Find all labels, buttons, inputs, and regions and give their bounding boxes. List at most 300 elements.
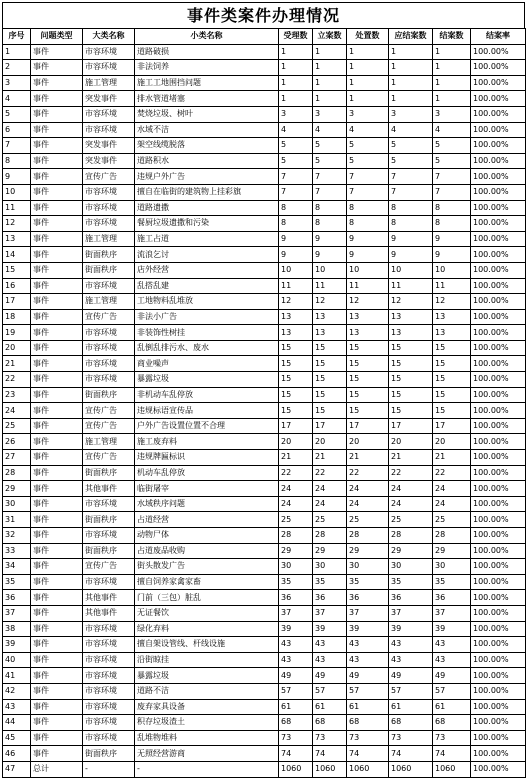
cell-issue-type: 事件: [31, 278, 83, 294]
cell-index: 12: [3, 216, 31, 232]
cell-issue-type: 事件: [31, 605, 83, 621]
cell-handled: 61: [347, 699, 389, 715]
cell-filed: 11: [313, 278, 347, 294]
cell-issue-type: 事件: [31, 450, 83, 466]
cell-accepted: 9: [279, 231, 313, 247]
cell-index: 44: [3, 715, 31, 731]
cell-major-category: 市容环境: [83, 574, 135, 590]
cell-accepted: 1: [279, 60, 313, 76]
cell-closed: 30: [433, 559, 471, 575]
cell-closed: 1: [433, 60, 471, 76]
cell-close-rate: 100.00%: [471, 106, 526, 122]
cell-index: 46: [3, 746, 31, 762]
cell-accepted: 36: [279, 590, 313, 606]
cell-due-closed: 24: [389, 481, 433, 497]
cell-issue-type: 事件: [31, 418, 83, 434]
cell-close-rate: 100.00%: [471, 512, 526, 528]
cell-minor-category: 无证餐饮: [135, 605, 279, 621]
cell-major-category: 市容环境: [83, 699, 135, 715]
cell-handled: 15: [347, 387, 389, 403]
table-row: [3, 637, 526, 653]
cell-major-category: 街面秩序: [83, 465, 135, 481]
cell-filed: 15: [313, 340, 347, 356]
cell-closed: 28: [433, 528, 471, 544]
cell-close-rate: 100.00%: [471, 60, 526, 76]
cell-filed: 73: [313, 730, 347, 746]
table-row: [3, 496, 526, 512]
table-row: [3, 278, 526, 294]
cell-issue-type: 事件: [31, 91, 83, 107]
cell-index: 18: [3, 309, 31, 325]
cell-closed: 74: [433, 746, 471, 762]
cell-issue-type: 事件: [31, 528, 83, 544]
cell-handled: 1: [347, 44, 389, 60]
cell-close-rate: 100.00%: [471, 465, 526, 481]
cell-minor-category: 非装饰性树挂: [135, 325, 279, 341]
cell-due-closed: 39: [389, 621, 433, 637]
cell-due-closed: 17: [389, 418, 433, 434]
cell-closed: 43: [433, 637, 471, 653]
cell-minor-category: 道路积水: [135, 153, 279, 169]
table-row: [3, 60, 526, 76]
cell-index: 28: [3, 465, 31, 481]
cell-minor-category: 道路破损: [135, 44, 279, 60]
table-row: [3, 605, 526, 621]
cell-issue-type: 事件: [31, 372, 83, 388]
cell-close-rate: 100.00%: [471, 730, 526, 746]
case-table: [2, 28, 526, 778]
cell-accepted: 15: [279, 372, 313, 388]
header-closed: 结案数: [433, 29, 471, 45]
cell-major-category: 街面秩序: [83, 543, 135, 559]
cell-handled: 8: [347, 216, 389, 232]
cell-filed: 61: [313, 699, 347, 715]
cell-due-closed: 73: [389, 730, 433, 746]
cell-index: 9: [3, 169, 31, 185]
table-row: [3, 668, 526, 684]
cell-issue-type: 事件: [31, 44, 83, 60]
header-row: [3, 29, 526, 45]
cell-close-rate: 100.00%: [471, 387, 526, 403]
cell-index: 2: [3, 60, 31, 76]
cell-handled: 15: [347, 403, 389, 419]
cell-handled: 22: [347, 465, 389, 481]
cell-close-rate: 100.00%: [471, 278, 526, 294]
cell-minor-category: 占道废品收购: [135, 543, 279, 559]
cell-accepted: 21: [279, 450, 313, 466]
cell-major-category: 宣传广告: [83, 169, 135, 185]
cell-handled: 1: [347, 60, 389, 76]
cell-filed: 1: [313, 75, 347, 91]
cell-major-category: 市容环境: [83, 668, 135, 684]
cell-handled: 5: [347, 153, 389, 169]
cell-index: 41: [3, 668, 31, 684]
cell-accepted: 13: [279, 325, 313, 341]
cell-minor-category: 乱搭乱建: [135, 278, 279, 294]
cell-handled: 43: [347, 652, 389, 668]
cell-close-rate: 100.00%: [471, 574, 526, 590]
cell-filed: 68: [313, 715, 347, 731]
cell-filed: 8: [313, 216, 347, 232]
cell-handled: 5: [347, 138, 389, 154]
cell-closed: 1060: [433, 761, 471, 777]
cell-closed: 57: [433, 683, 471, 699]
table-row: [3, 106, 526, 122]
cell-filed: 8: [313, 200, 347, 216]
cell-close-rate: 100.00%: [471, 340, 526, 356]
cell-handled: 24: [347, 481, 389, 497]
table-row: [3, 122, 526, 138]
cell-due-closed: 7: [389, 184, 433, 200]
cell-filed: 17: [313, 418, 347, 434]
cell-filed: 43: [313, 637, 347, 653]
cell-closed: 5: [433, 153, 471, 169]
cell-due-closed: 49: [389, 668, 433, 684]
cell-minor-category: 占道经营: [135, 512, 279, 528]
cell-closed: 1: [433, 44, 471, 60]
header-handled: 处置数: [347, 29, 389, 45]
cell-filed: 20: [313, 434, 347, 450]
cell-handled: 7: [347, 169, 389, 185]
cell-handled: 74: [347, 746, 389, 762]
cell-issue-type: 事件: [31, 60, 83, 76]
cell-index: 47: [3, 761, 31, 777]
cell-minor-category: 违规户外广告: [135, 169, 279, 185]
cell-due-closed: 13: [389, 309, 433, 325]
cell-minor-category: 水域不洁: [135, 122, 279, 138]
cell-accepted: 8: [279, 200, 313, 216]
table-row: [3, 169, 526, 185]
cell-index: 3: [3, 75, 31, 91]
table-row: [3, 247, 526, 263]
table-row: [3, 372, 526, 388]
header-filed: 立案数: [313, 29, 347, 45]
cell-due-closed: 15: [389, 372, 433, 388]
cell-due-closed: 10: [389, 262, 433, 278]
cell-filed: 7: [313, 184, 347, 200]
cell-minor-category: 无照经营游商: [135, 746, 279, 762]
cell-index: 26: [3, 434, 31, 450]
cell-accepted: 11: [279, 278, 313, 294]
cell-closed: 15: [433, 372, 471, 388]
cell-handled: 9: [347, 247, 389, 263]
cell-index: 32: [3, 528, 31, 544]
cell-filed: 1: [313, 44, 347, 60]
cell-minor-category: 擅自在临街的建筑物上挂彩旗: [135, 184, 279, 200]
cell-issue-type: 事件: [31, 543, 83, 559]
table-row: [3, 574, 526, 590]
cell-handled: 12: [347, 294, 389, 310]
cell-major-category: 突发事件: [83, 91, 135, 107]
cell-index: 5: [3, 106, 31, 122]
cell-major-category: 其他事件: [83, 481, 135, 497]
cell-close-rate: 100.00%: [471, 403, 526, 419]
total-row: [3, 761, 526, 777]
cell-major-category: 施工管理: [83, 75, 135, 91]
cell-minor-category: 施工废弃料: [135, 434, 279, 450]
cell-major-category: 街面秩序: [83, 262, 135, 278]
cell-filed: 15: [313, 387, 347, 403]
cell-closed: 73: [433, 730, 471, 746]
cell-issue-type: 总计: [31, 761, 83, 777]
cell-close-rate: 100.00%: [471, 418, 526, 434]
table-row: [3, 340, 526, 356]
cell-minor-category: 水域秩序问题: [135, 496, 279, 512]
cell-issue-type: 事件: [31, 247, 83, 263]
cell-major-category: 市容环境: [83, 372, 135, 388]
cell-close-rate: 100.00%: [471, 543, 526, 559]
cell-accepted: 28: [279, 528, 313, 544]
cell-filed: 5: [313, 153, 347, 169]
cell-due-closed: 3: [389, 106, 433, 122]
cell-major-category: 市容环境: [83, 683, 135, 699]
cell-minor-category: 街头散发广告: [135, 559, 279, 575]
cell-filed: 30: [313, 559, 347, 575]
cell-issue-type: 事件: [31, 106, 83, 122]
cell-index: 43: [3, 699, 31, 715]
cell-close-rate: 100.00%: [471, 200, 526, 216]
cell-accepted: 3: [279, 106, 313, 122]
table-row: [3, 262, 526, 278]
cell-index: 30: [3, 496, 31, 512]
cell-close-rate: 100.00%: [471, 325, 526, 341]
cell-handled: 28: [347, 528, 389, 544]
header-index: 序号: [3, 29, 31, 45]
cell-handled: 13: [347, 309, 389, 325]
cell-handled: 7: [347, 184, 389, 200]
cell-handled: 15: [347, 340, 389, 356]
cell-close-rate: 100.00%: [471, 216, 526, 232]
cell-close-rate: 100.00%: [471, 75, 526, 91]
cell-major-category: 突发事件: [83, 138, 135, 154]
cell-issue-type: 事件: [31, 122, 83, 138]
cell-closed: 61: [433, 699, 471, 715]
header-close-rate: 结案率: [471, 29, 526, 45]
cell-filed: 24: [313, 481, 347, 497]
cell-index: 11: [3, 200, 31, 216]
cell-filed: 49: [313, 668, 347, 684]
cell-due-closed: 12: [389, 294, 433, 310]
cell-handled: 1: [347, 91, 389, 107]
cell-accepted: 7: [279, 169, 313, 185]
cell-index: 8: [3, 153, 31, 169]
cell-major-category: 宣传广告: [83, 559, 135, 575]
cell-index: 6: [3, 122, 31, 138]
cell-minor-category: 乱堆物堆料: [135, 730, 279, 746]
cell-major-category: 市容环境: [83, 122, 135, 138]
cell-minor-category: 动物尸体: [135, 528, 279, 544]
cell-issue-type: 事件: [31, 683, 83, 699]
case-report-sheet: [2, 2, 525, 778]
cell-closed: 20: [433, 434, 471, 450]
table-row: [3, 356, 526, 372]
cell-closed: 24: [433, 481, 471, 497]
cell-index: 38: [3, 621, 31, 637]
cell-minor-category: 机动车乱停放: [135, 465, 279, 481]
cell-close-rate: 100.00%: [471, 637, 526, 653]
cell-major-category: 市容环境: [83, 496, 135, 512]
table-row: [3, 450, 526, 466]
cell-issue-type: 事件: [31, 153, 83, 169]
cell-due-closed: 20: [389, 434, 433, 450]
cell-index: 21: [3, 356, 31, 372]
cell-minor-category: 店外经营: [135, 262, 279, 278]
cell-handled: 10: [347, 262, 389, 278]
cell-accepted: 29: [279, 543, 313, 559]
cell-close-rate: 100.00%: [471, 184, 526, 200]
cell-major-category: 施工管理: [83, 231, 135, 247]
header-due-closed: 应结案数: [389, 29, 433, 45]
header-major-category: 大类名称: [83, 29, 135, 45]
cell-filed: 24: [313, 496, 347, 512]
cell-major-category: 市容环境: [83, 216, 135, 232]
cell-filed: 28: [313, 528, 347, 544]
cell-major-category: 宣传广告: [83, 450, 135, 466]
cell-issue-type: 事件: [31, 387, 83, 403]
cell-due-closed: 68: [389, 715, 433, 731]
cell-issue-type: 事件: [31, 356, 83, 372]
cell-due-closed: 25: [389, 512, 433, 528]
cell-close-rate: 100.00%: [471, 372, 526, 388]
cell-due-closed: 22: [389, 465, 433, 481]
cell-minor-category: 道路遗撒: [135, 200, 279, 216]
cell-minor-category: 施工占道: [135, 231, 279, 247]
cell-filed: 13: [313, 309, 347, 325]
cell-due-closed: 15: [389, 403, 433, 419]
cell-filed: 12: [313, 294, 347, 310]
cell-accepted: 57: [279, 683, 313, 699]
cell-index: 31: [3, 512, 31, 528]
cell-accepted: 10: [279, 262, 313, 278]
cell-accepted: 20: [279, 434, 313, 450]
table-row: [3, 621, 526, 637]
cell-issue-type: 事件: [31, 434, 83, 450]
cell-major-category: 市容环境: [83, 44, 135, 60]
cell-closed: 9: [433, 247, 471, 263]
cell-issue-type: 事件: [31, 746, 83, 762]
cell-due-closed: 57: [389, 683, 433, 699]
cell-issue-type: 事件: [31, 138, 83, 154]
cell-issue-type: 事件: [31, 699, 83, 715]
table-row: [3, 746, 526, 762]
cell-due-closed: 4: [389, 122, 433, 138]
cell-accepted: 74: [279, 746, 313, 762]
cell-filed: 29: [313, 543, 347, 559]
cell-minor-category: 违规牌匾标识: [135, 450, 279, 466]
cell-index: 14: [3, 247, 31, 263]
cell-issue-type: 事件: [31, 262, 83, 278]
cell-filed: 35: [313, 574, 347, 590]
cell-handled: 1060: [347, 761, 389, 777]
cell-issue-type: 事件: [31, 496, 83, 512]
table-row: [3, 138, 526, 154]
cell-handled: 29: [347, 543, 389, 559]
cell-filed: 74: [313, 746, 347, 762]
cell-closed: 8: [433, 216, 471, 232]
cell-closed: 15: [433, 356, 471, 372]
cell-due-closed: 30: [389, 559, 433, 575]
cell-accepted: 9: [279, 247, 313, 263]
table-row: [3, 418, 526, 434]
cell-filed: 4: [313, 122, 347, 138]
cell-closed: 24: [433, 496, 471, 512]
cell-close-rate: 100.00%: [471, 715, 526, 731]
cell-minor-category: 擅自架设管线、杆线设施: [135, 637, 279, 653]
cell-major-category: 市容环境: [83, 106, 135, 122]
cell-closed: 11: [433, 278, 471, 294]
cell-handled: 35: [347, 574, 389, 590]
cell-issue-type: 事件: [31, 512, 83, 528]
cell-close-rate: 100.00%: [471, 496, 526, 512]
cell-issue-type: 事件: [31, 637, 83, 653]
cell-index: 4: [3, 91, 31, 107]
cell-accepted: 1: [279, 75, 313, 91]
cell-index: 34: [3, 559, 31, 575]
cell-due-closed: 43: [389, 637, 433, 653]
cell-minor-category: 废弃家具设备: [135, 699, 279, 715]
cell-handled: 25: [347, 512, 389, 528]
cell-due-closed: 5: [389, 138, 433, 154]
cell-accepted: 5: [279, 138, 313, 154]
cell-handled: 21: [347, 450, 389, 466]
cell-handled: 3: [347, 106, 389, 122]
cell-close-rate: 100.00%: [471, 44, 526, 60]
cell-index: 39: [3, 637, 31, 653]
cell-closed: 1: [433, 75, 471, 91]
cell-issue-type: 事件: [31, 184, 83, 200]
cell-major-category: 街面秩序: [83, 746, 135, 762]
cell-accepted: 15: [279, 403, 313, 419]
cell-handled: 36: [347, 590, 389, 606]
cell-handled: 4: [347, 122, 389, 138]
cell-closed: 10: [433, 262, 471, 278]
cell-close-rate: 100.00%: [471, 746, 526, 762]
cell-handled: 8: [347, 200, 389, 216]
cell-major-category: 市容环境: [83, 715, 135, 731]
cell-index: 27: [3, 450, 31, 466]
cell-minor-category: 餐厨垃圾遗撒和污染: [135, 216, 279, 232]
cell-index: 20: [3, 340, 31, 356]
cell-due-closed: 61: [389, 699, 433, 715]
cell-major-category: 市容环境: [83, 184, 135, 200]
cell-closed: 22: [433, 465, 471, 481]
cell-handled: 43: [347, 637, 389, 653]
cell-filed: 1: [313, 60, 347, 76]
cell-major-category: 市容环境: [83, 340, 135, 356]
cell-index: 40: [3, 652, 31, 668]
cell-minor-category: 非法饲养: [135, 60, 279, 76]
cell-accepted: 13: [279, 309, 313, 325]
cell-accepted: 43: [279, 637, 313, 653]
cell-accepted: 39: [279, 621, 313, 637]
cell-handled: 9: [347, 231, 389, 247]
cell-issue-type: 事件: [31, 403, 83, 419]
cell-accepted: 15: [279, 387, 313, 403]
table-body: [3, 44, 526, 777]
cell-close-rate: 100.00%: [471, 138, 526, 154]
cell-major-category: 宣传广告: [83, 309, 135, 325]
cell-major-category: 市容环境: [83, 200, 135, 216]
cell-due-closed: 24: [389, 496, 433, 512]
cell-minor-category: 焚烧垃圾、树叶: [135, 106, 279, 122]
cell-minor-category: 暴露垃圾: [135, 372, 279, 388]
cell-index: 24: [3, 403, 31, 419]
cell-major-category: 市容环境: [83, 730, 135, 746]
cell-handled: 24: [347, 496, 389, 512]
cell-close-rate: 100.00%: [471, 262, 526, 278]
cell-index: 25: [3, 418, 31, 434]
cell-accepted: 1: [279, 44, 313, 60]
